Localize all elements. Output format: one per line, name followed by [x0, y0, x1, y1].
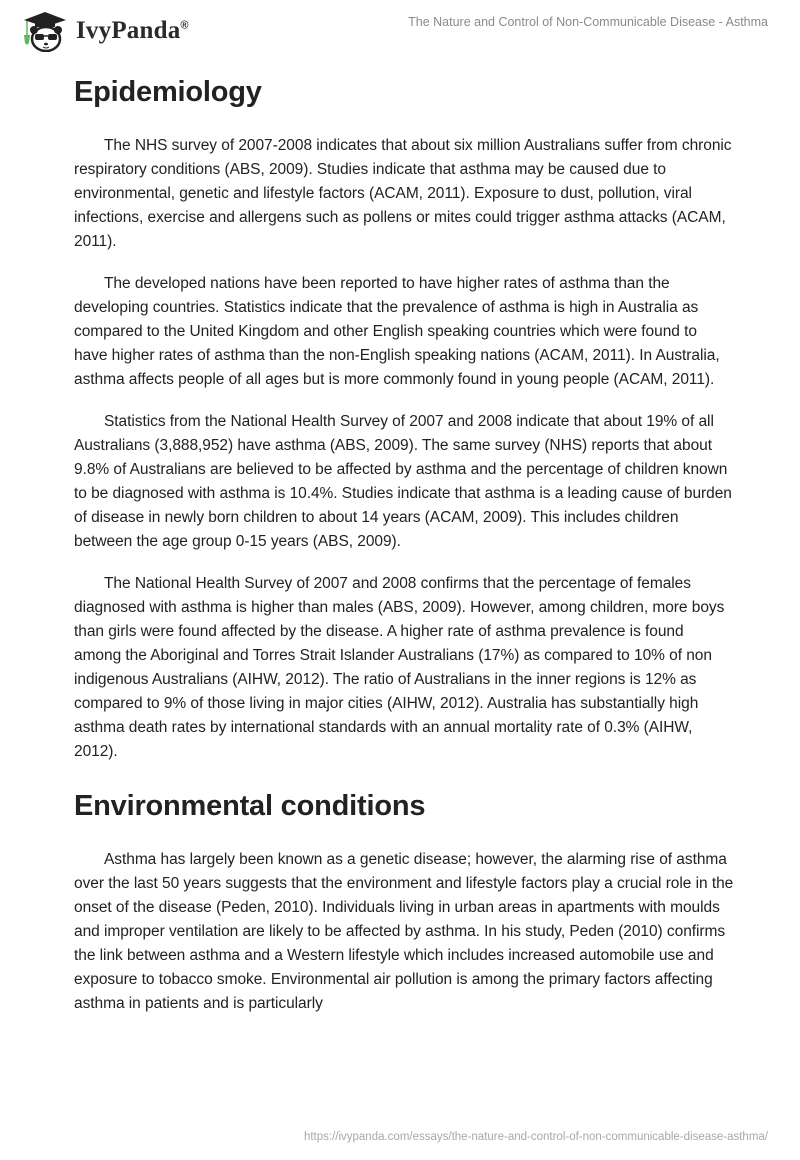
- ivypanda-logo[interactable]: [18, 10, 189, 52]
- source-url[interactable]: https://ivypanda.com/essays/the-nature-and-control-of-non-communicable-disease-asthma/: [303, 1131, 768, 1143]
- essay-body: [74, 72, 734, 1034]
- logo-wordmark: IvyPanda®: [76, 17, 189, 44]
- paragraph: The National Health Survey of 2007 and 2008 confirms that the percentage of females diagnosed with asthma is higher than males (ABS, 2009). However, among children, more boys than girls were found affected by the disease. A higher rate of asthma prevalence is found among the Aboriginal and Torres Strait Islander Australians (17%) as compared to 10% of non indigenous Australians (AIHW, 2012). The ratio of Australians in the inner regions is 12% as compared to 9% of those living in major cities (AIHW, 2012). Australia has substantially high asthma death rates by international standards with an annual mortality rate of 0.3% (AIHW, 2012).: [74, 575, 725, 760]
- document-title: The Nature and Control of Non-Communicable Disease - Asthma: [408, 15, 768, 29]
- panda-graduate-icon: [18, 10, 72, 52]
- section-heading-environmental-conditions: Environmental conditions: [74, 790, 426, 822]
- section-heading-epidemiology: Epidemiology: [74, 76, 262, 108]
- paragraph: Asthma has largely been known as a genetic disease; however, the alarming rise of asthma over the last 50 years suggests that the environment and lifestyle factors play a crucial role in the onset of the disease (Peden, 2010). Individuals living in urban areas in apartments with moulds and improper ventilation are likely to be affected by asthma. In his study, Peden (2010) confirms the link between asthma and a Western lifestyle which includes increased automobile use and exposure to tobacco smoke. Environmental air pollution is among the primary factors affecting asthma in patients and is particularly: [74, 851, 734, 1012]
- page-header: [0, 0, 800, 60]
- paragraph: The NHS survey of 2007-2008 indicates that about six million Australians suffer from chronic respiratory conditions (ABS, 2009). Studies indicate that asthma may be caused due to environmental, genetic and lifestyle factors (ACAM, 2011). Exposure to dust, pollution, viral infections, exercise and allergens such as pollens or mites could trigger asthma attacks (ACAM, 2011).: [74, 137, 732, 250]
- paragraph: The developed nations have been reported to have higher rates of asthma than the developing countries. Statistics indicate that the prevalence of asthma is high in Australia as compared to the United Kingdom and other English speaking countries which were found to have higher rates of asthma than the non-English speaking nations (ACAM, 2011). In Australia, asthma affects people of all ages but is more commonly found in young people (ACAM, 2011).: [74, 275, 720, 388]
- paragraph: Statistics from the National Health Survey of 2007 and 2008 indicate that about 19% of all Australians (3,888,952) have asthma (ABS, 2009). The same survey (NHS) reports that about 9.8% of Australians are believed to be affected by asthma and the percentage of children known to be diagnosed with asthma is 10.4%. Studies indicate that asthma is a leading cause of burden of disease in newly born children to about 14 years (ACAM, 2009). This includes children between the age group 0-15 years (ABS, 2009).: [74, 413, 732, 550]
